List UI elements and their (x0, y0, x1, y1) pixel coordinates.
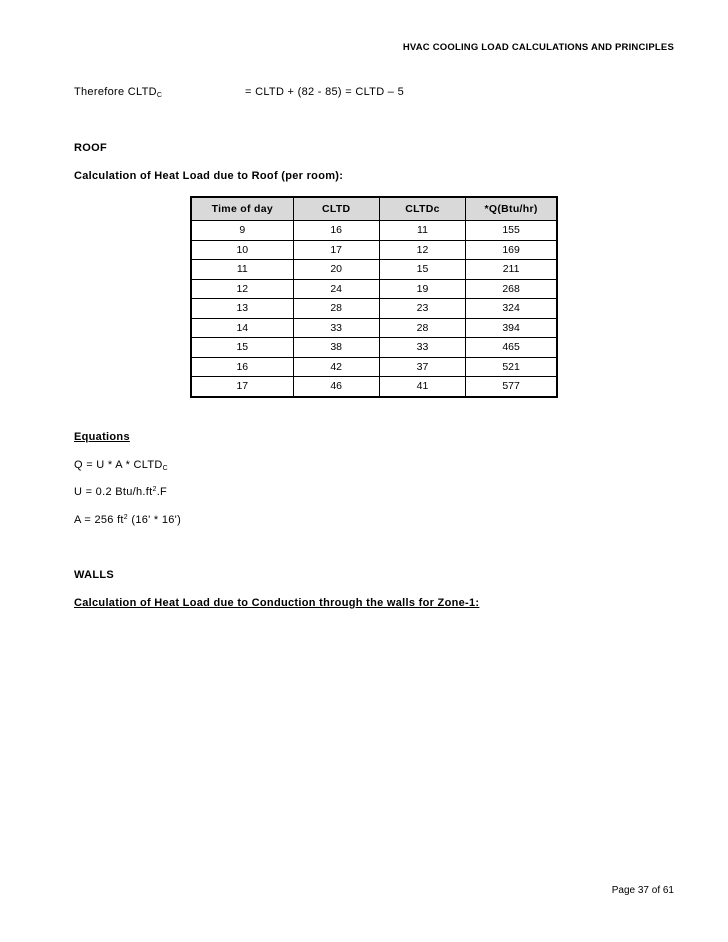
roof-subheading: Calculation of Heat Load due to Roof (per room): (74, 170, 344, 182)
column-header-cltdc: CLTDc (379, 197, 465, 221)
table-row (191, 299, 557, 319)
cltd-expression: = CLTD + (82 - 85) = CLTD – 5 (245, 86, 404, 98)
cell-time: 9 (191, 221, 293, 241)
cell-q: 324 (466, 299, 557, 319)
cell-cltdc: 23 (379, 299, 465, 319)
cell-cltd: 20 (293, 260, 379, 280)
equation-q-subscript: C (162, 465, 169, 472)
cell-cltd: 28 (293, 299, 379, 319)
cell-cltd: 46 (293, 377, 379, 397)
cell-time: 11 (191, 260, 293, 280)
cltd-label-text: Therefore CLTD (74, 86, 157, 98)
cell-cltd: 17 (293, 240, 379, 260)
cell-cltdc: 28 (379, 318, 465, 338)
cell-time: 10 (191, 240, 293, 260)
cltd-label (74, 86, 162, 99)
table-row (191, 357, 557, 377)
table-row (191, 260, 557, 280)
cell-cltdc: 12 (379, 240, 465, 260)
table-header-row (191, 197, 557, 221)
roof-heat-load-table (190, 196, 558, 398)
equation-u-superscript: 2 (152, 486, 157, 493)
table-row (191, 338, 557, 358)
cell-cltd: 33 (293, 318, 379, 338)
cell-q: 211 (466, 260, 557, 280)
column-header-time: Time of day (191, 197, 293, 221)
cell-cltdc: 33 (379, 338, 465, 358)
column-header-q: *Q(Btu/hr) (466, 197, 557, 221)
roof-heading: ROOF (74, 142, 107, 154)
equation-u-unit: .F (156, 486, 168, 498)
table-row (191, 318, 557, 338)
equation-a (74, 514, 181, 526)
cell-cltdc: 37 (379, 357, 465, 377)
equation-u (74, 486, 167, 498)
cell-q: 169 (466, 240, 557, 260)
cell-cltd: 16 (293, 221, 379, 241)
equation-a-superscript: 2 (123, 514, 128, 521)
document-header: HVAC COOLING LOAD CALCULATIONS AND PRINCIPLES (402, 42, 674, 53)
equation-u-text: U = 0.2 Btu/h.ft (74, 486, 153, 498)
cell-q: 577 (466, 377, 557, 397)
equation-q (74, 459, 168, 472)
cell-cltdc: 11 (379, 221, 465, 241)
table-row (191, 377, 557, 397)
cell-q: 465 (466, 338, 557, 358)
equation-a-dimensions: (16' * 16') (128, 514, 182, 526)
page-number: Page 37 of 61 (611, 885, 674, 896)
cell-time: 15 (191, 338, 293, 358)
cell-cltd: 24 (293, 279, 379, 299)
table-row (191, 240, 557, 260)
walls-heading: WALLS (74, 569, 114, 581)
cell-time: 17 (191, 377, 293, 397)
cell-cltd: 42 (293, 357, 379, 377)
cell-cltd: 38 (293, 338, 379, 358)
cell-cltdc: 19 (379, 279, 465, 299)
cell-time: 12 (191, 279, 293, 299)
cell-q: 394 (466, 318, 557, 338)
table-row (191, 221, 557, 241)
cell-q: 521 (466, 357, 557, 377)
cell-cltdc: 15 (379, 260, 465, 280)
equation-a-text: A = 256 ft (74, 514, 124, 526)
walls-subheading: Calculation of Heat Load due to Conduction through the walls for Zone-1: (74, 597, 480, 609)
cell-time: 13 (191, 299, 293, 319)
cltd-label-subscript: C (156, 92, 163, 99)
cell-q: 268 (466, 279, 557, 299)
cell-q: 155 (466, 221, 557, 241)
cell-time: 16 (191, 357, 293, 377)
cell-cltdc: 41 (379, 377, 465, 397)
column-header-cltd: CLTD (293, 197, 379, 221)
equations-heading: Equations (74, 431, 130, 443)
table-row (191, 279, 557, 299)
equation-q-text: Q = U * A * CLTD (74, 459, 163, 471)
cell-time: 14 (191, 318, 293, 338)
